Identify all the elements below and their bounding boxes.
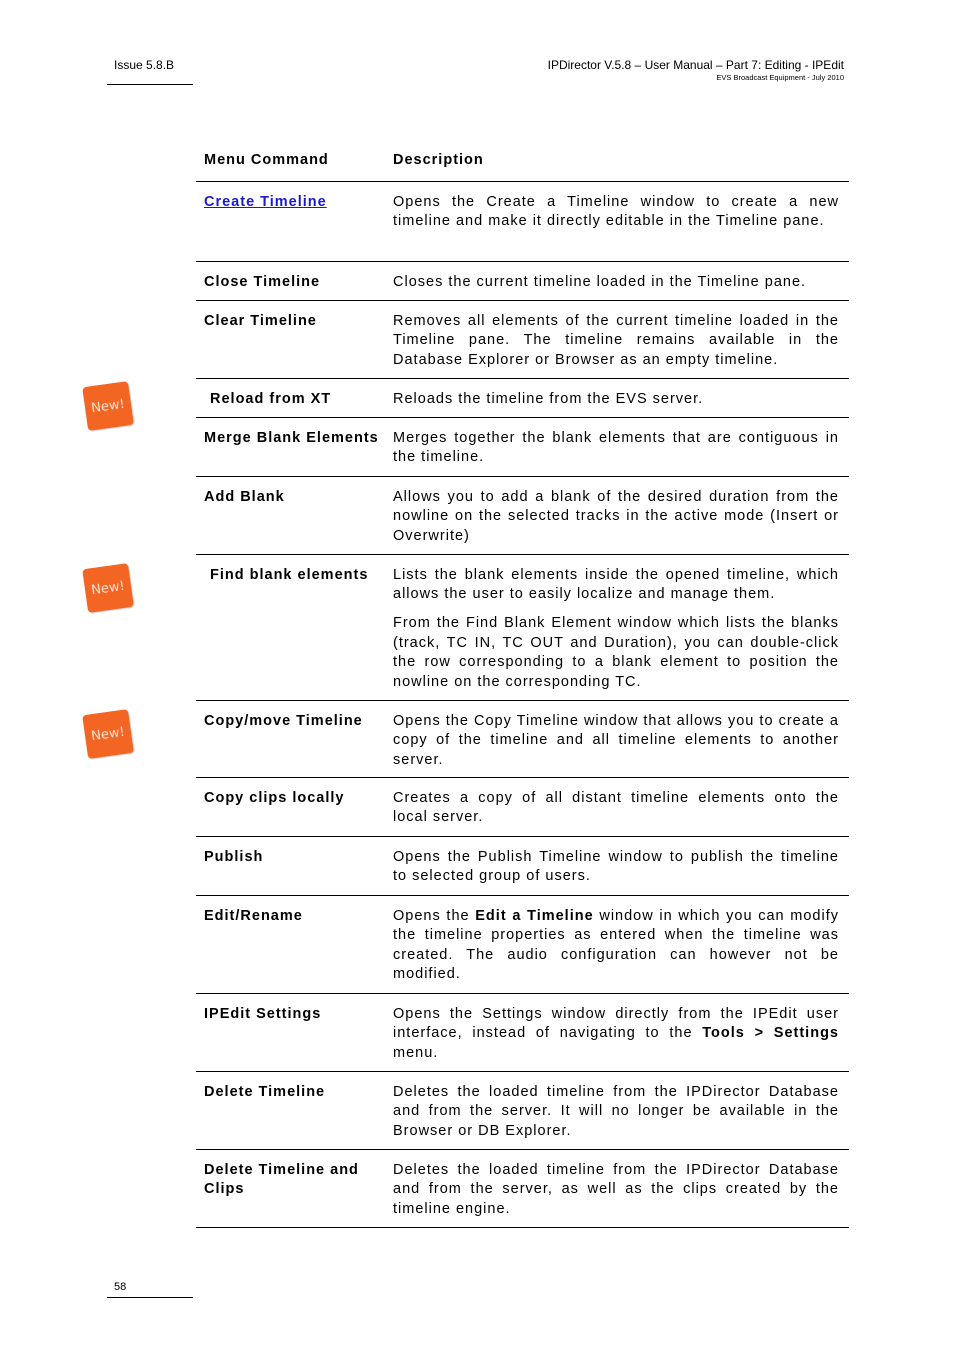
row-description: Opens the Publish Timeline window to publish the timeline to selected group of users. bbox=[393, 849, 839, 885]
table-row bbox=[196, 994, 849, 1072]
table-row bbox=[196, 555, 849, 701]
row-description: Removes all elements of the current timeline loaded in the Timeline pane. The timeline remains available in the Database Explorer or Browser as an empty timeline. bbox=[393, 313, 839, 368]
row-description: Allows you to add a blank of the desired duration from the nowline on the selected tracks in the active mode (Insert or Overwrite) bbox=[393, 489, 839, 544]
header-rule-left bbox=[107, 84, 193, 85]
table-row bbox=[196, 1150, 849, 1228]
row-command: Copy clips locally bbox=[204, 790, 345, 806]
row-description: Creates a copy of all distant timeline elements onto the local server. bbox=[393, 790, 839, 826]
table-row bbox=[196, 837, 849, 896]
row-description: Deletes the loaded timeline from the IPDirector Database and from the server. It will no longer be available in the Browser or DB Explorer. bbox=[393, 1084, 839, 1139]
footer-rule bbox=[107, 1297, 193, 1298]
row-command: Add Blank bbox=[204, 489, 285, 505]
table-row bbox=[196, 379, 849, 418]
row-description: Opens the Edit a Timeline window in which you can modify the timeline properties as entered when the timeline was created. The audio configuration can however not be modified. bbox=[393, 908, 839, 983]
row-command: Close Timeline bbox=[204, 274, 321, 290]
table-row bbox=[196, 778, 849, 837]
col-header-description: Description bbox=[393, 152, 484, 168]
header-right bbox=[548, 58, 844, 82]
new-badge-copy-move: New! bbox=[82, 709, 134, 759]
row-command: Clear Timeline bbox=[204, 313, 317, 329]
row-command: Edit/Rename bbox=[204, 908, 303, 924]
table-row bbox=[196, 418, 849, 477]
table-header bbox=[196, 140, 849, 182]
create-timeline-link[interactable]: Create Timeline bbox=[204, 194, 327, 210]
table-row bbox=[196, 301, 849, 379]
row-description: Merges together the blank elements that are contiguous in the timeline. bbox=[393, 430, 839, 466]
row-description-extra: From the Find Blank Element window which lists the blanks (track, TC IN, TC OUT and Duration), you can double-click the row corresponding to a blank element to position the nowline on the corresponding TC. bbox=[393, 615, 839, 690]
row-command: IPEdit Settings bbox=[204, 1006, 322, 1022]
row-command: Publish bbox=[204, 849, 264, 865]
header-subtitle: EVS Broadcast Equipment - July 2010 bbox=[716, 73, 844, 82]
table-row bbox=[196, 477, 849, 555]
table-row bbox=[196, 896, 849, 994]
table-row bbox=[196, 701, 849, 778]
col-header-menu-command: Menu Command bbox=[204, 152, 329, 168]
row-description: Deletes the loaded timeline from the IPDirector Database and from the server, as well as the clips created by the timeline engine. bbox=[393, 1162, 839, 1217]
table-row bbox=[196, 262, 849, 301]
row-description: Opens the Settings window directly from the IPEdit user interface, instead of navigating to the Tools > Settings menu. bbox=[393, 1006, 839, 1061]
header-issue: Issue 5.8.B bbox=[114, 58, 175, 72]
table-row bbox=[196, 182, 849, 262]
row-command: Merge Blank Elements bbox=[204, 430, 379, 446]
row-description: Lists the blank elements inside the opened timeline, which allows the user to easily localize and manage them. bbox=[393, 567, 839, 603]
header-title: IPDirector V.5.8 – User Manual – Part 7: Editing - IPEdit bbox=[547, 58, 844, 72]
row-command: Reload from XT bbox=[210, 391, 332, 407]
row-command: Delete Timeline bbox=[204, 1084, 326, 1100]
menu-command-table bbox=[196, 140, 849, 1228]
row-description: Reloads the timeline from the EVS server. bbox=[393, 391, 704, 407]
row-description: Closes the current timeline loaded in the Timeline pane. bbox=[393, 274, 807, 290]
new-badge-find-blank: New! bbox=[82, 563, 134, 613]
row-description: Opens the Create a Timeline window to create a new timeline and make it directly editable in the Timeline pane. bbox=[393, 194, 839, 230]
row-description: Opens the Copy Timeline window that allows you to create a copy of the timeline and all timeline elements to another server. bbox=[393, 713, 839, 768]
new-badge-reload: New! bbox=[82, 381, 134, 431]
row-command: Copy/move Timeline bbox=[204, 713, 363, 729]
row-command: Find blank elements bbox=[210, 567, 369, 583]
page-number: 58 bbox=[114, 1281, 127, 1293]
table-row bbox=[196, 1072, 849, 1150]
row-command: Delete Timeline and Clips bbox=[204, 1162, 359, 1198]
